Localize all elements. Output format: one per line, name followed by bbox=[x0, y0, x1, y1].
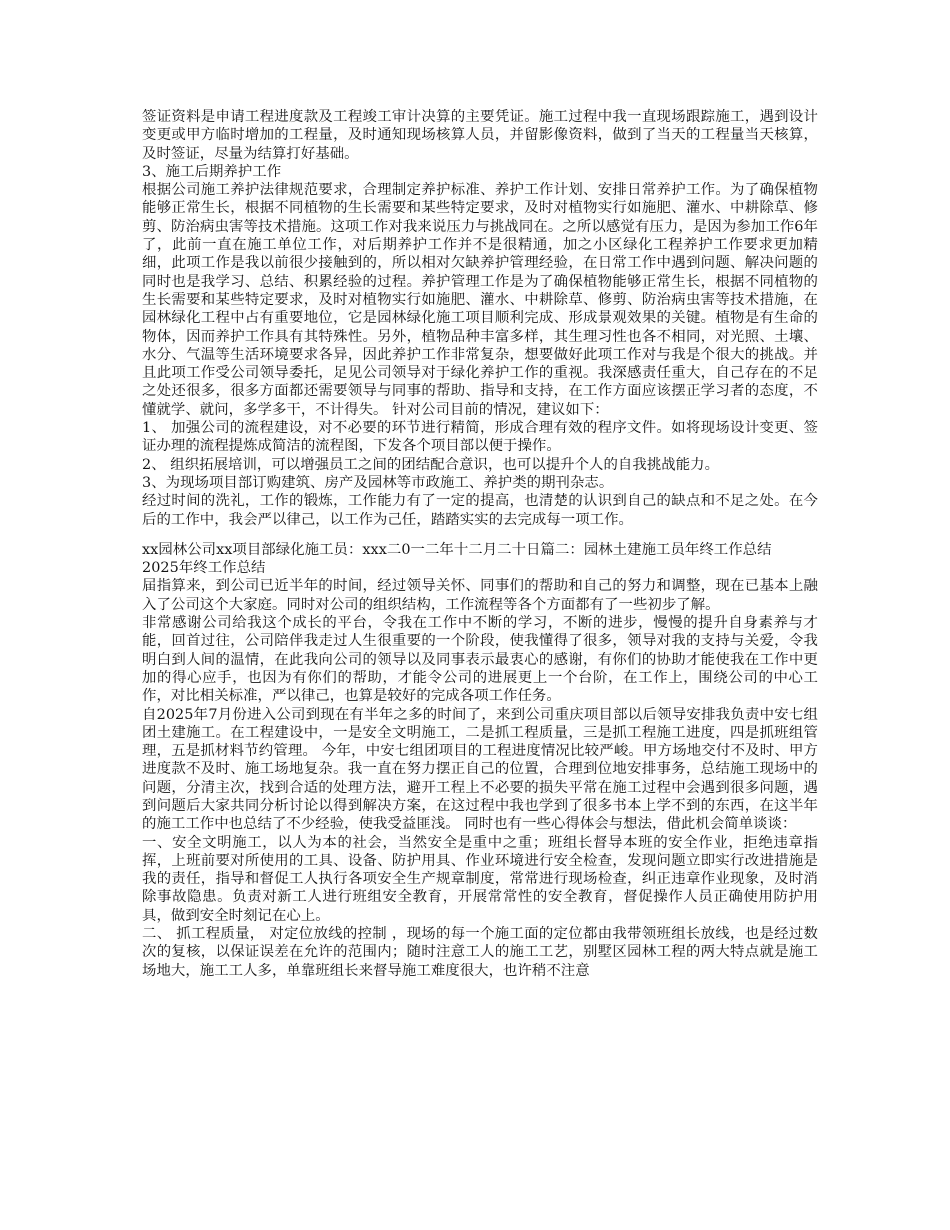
suggestion-1: 1、 加强公司的流程建设，对不必要的环节进行精简，形成合理有效的程序文件。如将现场设计变更、签证办理的流程提炼成简洁的流程图，下发各个项目部以便于操作。 bbox=[142, 420, 818, 455]
paragraph-visa-materials: 签证资料是申请工程进度款及工程竣工审计决算的主要凭证。施工过程中我一直现场跟踪施工，遇到设计变更或甲方临时增加的工程量，及时通知现场核算人员，并留影像资料，做到了当天的工程量当天核算，及时签证，尽量为结算打好基础。 bbox=[142, 109, 818, 162]
signature-line: xx园林公司xx项目部绿化施工员：xxx二0一二年十二月二十日篇二：园林土建施工员年终工作总结 bbox=[142, 541, 772, 558]
suggestion-2: 2、 组织拓展培训，可以增强员工之间的团结配合意识，也可以提升个人的自我挑战能力。 bbox=[142, 456, 720, 473]
suggestion-3: 3、为现场项目部订购建筑、房产及园林等市政施工、养护类的期刊杂志。 bbox=[142, 474, 614, 491]
heading-year-end-summary: 2025年终工作总结 bbox=[142, 560, 266, 577]
paragraph-maintenance: 根据公司施工养护法律规范要求，合理制定养护标准、养护工作计划、安排日常养护工作。为了确保植物能够正常生长，根据不同植物的生长需要和某些特定要求，及时对植物实行如施肥、灌水、中耕除草、修剪、防治病虫害等技术措施。这项工作对我来说压力与挑战同在。之所以感觉有压力，是因为参加工作6年了，此前一直在施工单位工作，对后期养护工作并不是很精通，加之小区绿化工程养护工作要求更加精细，此项工作是我以前很少接触到的，所以相对欠缺养护管理经验，在日常工作中遇到问题、解决问题的同时也是我学习、总结、积累经验的过程。养护管理工作是为了确保植物能够正常生长，根据不同植物的生长需要和某些特定要求，及时对植物实行如施肥、灌水、中耕除草、修剪、防治病虫害等技术措施，在园林绿化工程中占有重要地位，它是园林绿化施工项目顺利完成、形成景观效果的关键。植物是有生命的物体，因而养护工作具有其特殊性。另外，植物品种丰富多样，其生理习性也各不相同，对光照、土壤、水分、气温等生活环境要求各异，因此养护工作非常复杂，想要做好此项工作对与我是个很大的挑战。并且此项工作受公司领导委托，足见公司领导对于绿化养护工作的重视。我深感责任重大，自己存在的不足之处还很多，很多方面都还需要领导与同事的帮助、指导和支持，在工作方面应该摆正学习者的态度，不懂就学、就问，多学多干，不计得失。 针对公司目前的情况，建议如下： bbox=[142, 182, 818, 418]
paragraph-intro: 届指算来，到公司已近半年的时间，经过领导关怀、同事们的帮助和自己的努力和调整，现在已基本上融入了公司这个大家庭。同时对公司的组织结构，工作流程等各个方面都有了一些初步了解。 bbox=[142, 578, 818, 613]
paragraph-project-work: 自2025年7月份进入公司到现在有半年之多的时间了，来到公司重庆项目部以后领导安排我负责中安七组团土建施工。在工程建设中，一是安全文明施工，二是抓工程质量，三是抓工程施工进度，四是抓班组管理，五是抓材料节约管理。 今年，中安七组团项目的工程进度情况比较严峻。甲方场地交付不及时、甲方进度款不及时、施工场地复杂。我一直在努力摆正自己的位置，合理到位地安排事务，总结施工现场中的问题，分清主次，找到合适的处理方法，避开工程上不必要的损失平常在施工过程中会遇到很多问题，遇到问题后大家共同分析讨论以得到解决方案，在这过程中我也学到了很多书本上学不到的东西，在这半年的施工工作中也总结了不少经验，使我受益匪浅。 同时也有一些心得体会与想法，借此机会简单谈谈： bbox=[142, 706, 818, 833]
paragraph-safety: 一、安全文明施工，以人为本的社会，当然安全是重中之重；班组长督导本班的安全作业，拒绝违章指挥，上班前要对所使用的工具、设备、防护用具、作业环境进行安全检查，发现问题立即实行改进措施是我的责任，指导和督促工人执行各项安全生产规章制度，常常进行现场检查，纠正违章作业现象，及时消除事故隐患。负责对新工人进行班组安全教育，开展常常性的安全教育，督促操作人员正确使用防护用具，做到安全时刻记在心上。 bbox=[142, 834, 818, 924]
paragraph-quality: 二、 抓工程质量， 对定位放线的控制 ，现场的每一个施工面的定位都由我带领班组长放线，也是经过数次的复核，以保证误差在允许的范围内；随时注意工人的施工工艺，别墅区园林工程的两大特点就是施工场地大，施工工人多，单靠班组长来督导施工难度很大，也许稍不注意 bbox=[142, 926, 818, 979]
paragraph-thanks: 非常感谢公司给我这个成长的平台，令我在工作中不断的学习，不断的进步，慢慢的提升自身素养与才能，回首过往，公司陪伴我走过人生很重要的一个阶段，使我懂得了很多，领导对我的支持与关爱，令我明白到人间的温情，在此我向公司的领导以及同事表示最衷心的感谢，有你们的协助才能使我在工作中更加的得心应手，也因为有你们的帮助，才能令公司的进展更上一个台阶，在工作上，围绕公司的中心工作，对比相关标准，严以律己，也算是较好的完成各项工作任务。 bbox=[142, 615, 818, 705]
paragraph-gap bbox=[142, 529, 818, 541]
document-page bbox=[142, 108, 818, 980]
paragraph-closing: 经过时间的洗礼，工作的锻炼，工作能力有了一定的提高，也清楚的认识到自己的缺点和不足之处。在今后的工作中，我会严以律己，以工作为己任，踏踏实实的去完成每一项工作。 bbox=[142, 493, 818, 528]
heading-maintenance: 3、施工后期养护工作 bbox=[142, 163, 282, 180]
